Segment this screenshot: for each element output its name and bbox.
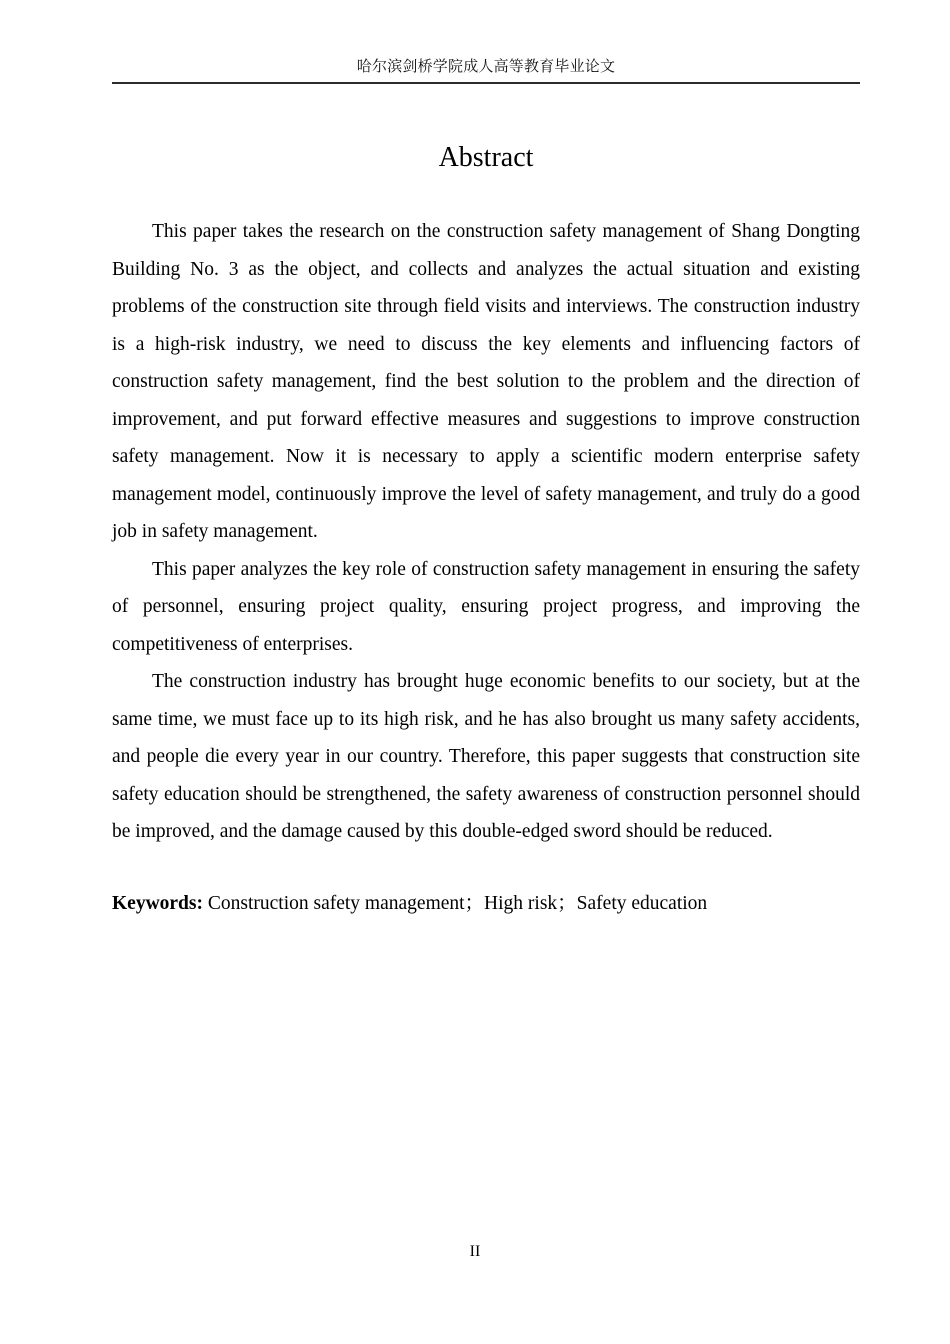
abstract-paragraph-1: This paper takes the research on the construction safety management of Shang Dongting Building No. 3 as the object, and collects and analyzes the actual situation and existing problems of the construction site through field visits and interviews. The construction industry is a high-risk industry, we need to discuss the key elements and influencing factors of construction safety management, find the best solution to the problem and the direction of improvement, and put forward effective measures and suggestions to improve construction safety management. Now it is necessary to apply a scientific modern enterprise safety management model, continuously improve the level of safety management, and truly do a good job in safety management. — [112, 221, 860, 542]
header-divider — [112, 82, 860, 84]
keywords-label: Keywords: — [112, 893, 203, 914]
keywords-line — [112, 888, 860, 920]
page-number: II — [469, 1243, 481, 1260]
page-title: Abstract — [438, 141, 534, 173]
running-header-title: 哈尔滨剑桥学院成人高等教育毕业论文 — [356, 59, 616, 75]
abstract-paragraph-3: The construction industry has brought huge economic benefits to our society, but at the same time, we must face up to its high risk, and he has also brought us many safety accidents, and people die every year in our country. Therefore, this paper suggests that construction site safety education should be strengthened, the safety awareness of construction personnel should be improved, and the damage caused by this double-edged sword should be reduced. — [112, 671, 860, 842]
keywords-value: Construction safety management；High risk；Safety education — [203, 893, 708, 914]
abstract-body — [112, 213, 860, 851]
abstract-paragraph-2: This paper analyzes the key role of construction safety management in ensuring the safety of personnel, ensuring project quality, ensuring project progress, and improving the competitiveness of enterprises. — [112, 558, 860, 655]
page-header — [112, 56, 860, 92]
